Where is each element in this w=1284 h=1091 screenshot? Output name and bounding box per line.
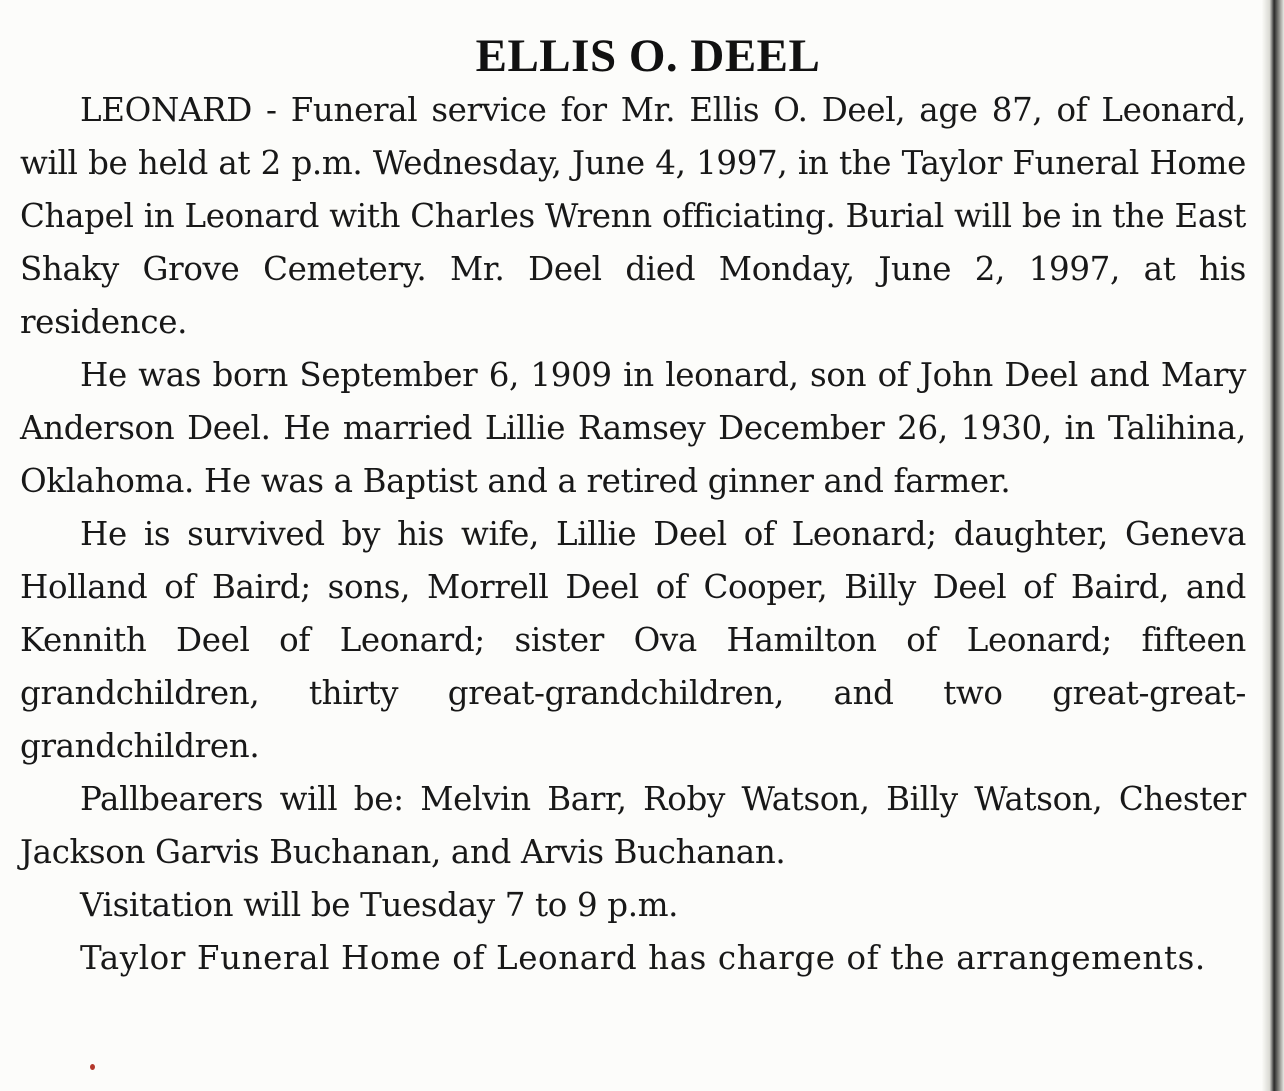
ink-speck <box>90 1064 95 1070</box>
arrangements-paragraph: Taylor Funeral Home of Leonard has charge of the arrangements. <box>80 939 1206 977</box>
survivors-paragraph: He is survived by his wife, Lillie Deel of Leonard; daughter, Geneva Holland of Baird; sons, Morrell Deel of Cooper, Billy Deel of Baird, and Kennith Deel of Leonard; sister Ova Hamilton of Leonard; fifteen grandchildren, thirty great-grandchildren, and two great-great-grandchildren. <box>20 515 1246 765</box>
obituary-article <box>20 28 1246 985</box>
obituary-headline: ELLIS O. DEEL <box>475 30 821 82</box>
pallbearers-paragraph: Pallbearers will be: Melvin Barr, Roby Watson, Billy Watson, Chester Jackson Garvis Buchanan, and Arvis Buchanan. <box>20 780 1246 871</box>
visitation-paragraph: Visitation will be Tuesday 7 to 9 p.m. <box>80 886 679 924</box>
scan-edge-shadow <box>1262 0 1284 1091</box>
biography-paragraph: He was born September 6, 1909 in leonard, son of John Deel and Mary Anderson Deel. He married Lillie Ramsey December 26, 1930, in Talihina, Oklahoma. He was a Baptist and a retired ginner and farmer. <box>20 356 1246 500</box>
funeral-service-paragraph: LEONARD - Funeral service for Mr. Ellis O. Deel, age 87, of Leonard, will be held at 2 p.m. Wednesday, June 4, 1997, in the Taylor Funeral Home Chapel in Leonard with Charles Wrenn officiating. Burial will be in the East Shaky Grove Cemetery. Mr. Deel died Monday, June 2, 1997, at his residence. <box>20 91 1246 341</box>
